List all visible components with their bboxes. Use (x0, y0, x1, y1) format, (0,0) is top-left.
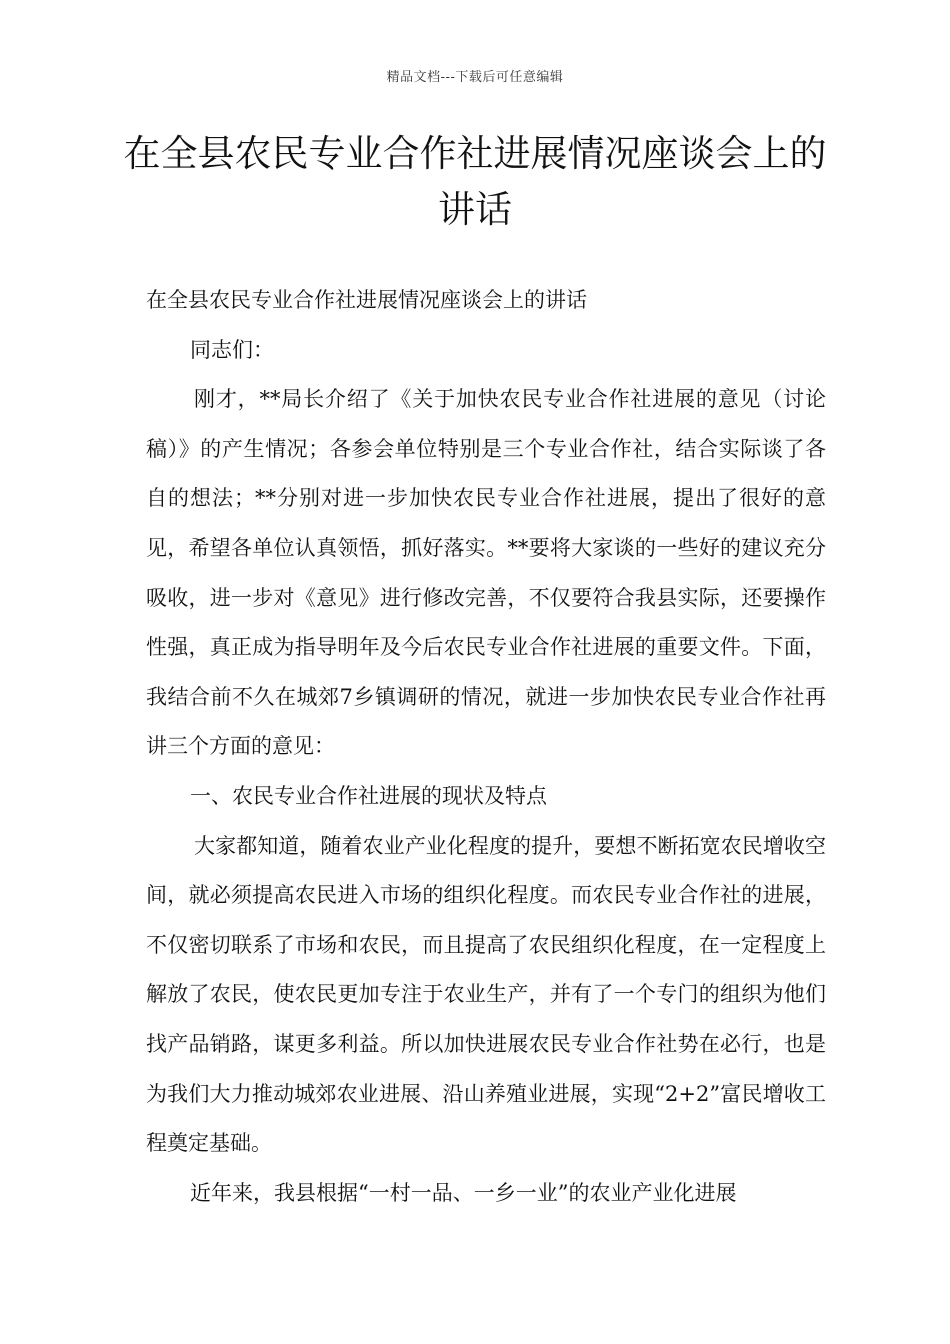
section-heading-1: 一、农民专业合作社进展的现状及特点 (190, 783, 547, 808)
page-header-note: 精品文档---下载后可任意编辑 (386, 70, 564, 85)
paragraph-recent-years: 近年来，我县根据“一村一品、一乡一业”的农业产业化进展 (190, 1180, 737, 1205)
paragraph-opening: 刚才，**局长介绍了《关于加快农民专业合作社进展的意见（讨论稿）》的产生情况；各参会单位特别是三个专业合作社，结合实际谈了各自的想法；**分别对进一步加快农民专业合作社进展，提出了很好的意见，希望各单位认真领悟，抓好落实。**要将大家谈的一些好的建议充分吸收，进一步对《意见》进行修改完善，不仅要符合我县实际，还要操作性强，真正成为指导明年及今后农民专业合作社进展的重要文件。下面，我结合前不久在城郊7乡镇调研的情况，就进一步加快农民专业合作社再讲三个方面的意见： (146, 387, 826, 759)
paragraph-subtitle: 在全县农民专业合作社进展情况座谈会上的讲话 (146, 288, 587, 312)
document-body (146, 276, 826, 1218)
paragraph-background: 大家都知道，随着农业产业化程度的提升，要想不断拓宽农民增收空间，就必须提高农民进入市场的组织化程度。而农民专业合作社的进展，不仅密切联系了市场和农民，而且提高了农民组织化程度，在一定程度上解放了农民，使农民更加专注于农业生产，并有了一个专门的组织为他们找产品销路，谋更多利益。所以加快进展农民专业合作社势在必行，也是为我们大力推动城郊农业进展、沿山养殖业进展，实现“2+2”富民增收工程奠定基础。 (146, 833, 826, 1156)
paragraph-salutation: 同志们： (190, 337, 274, 362)
document-title: 在全县农民专业合作社进展情况座谈会上的讲话 (123, 132, 827, 231)
